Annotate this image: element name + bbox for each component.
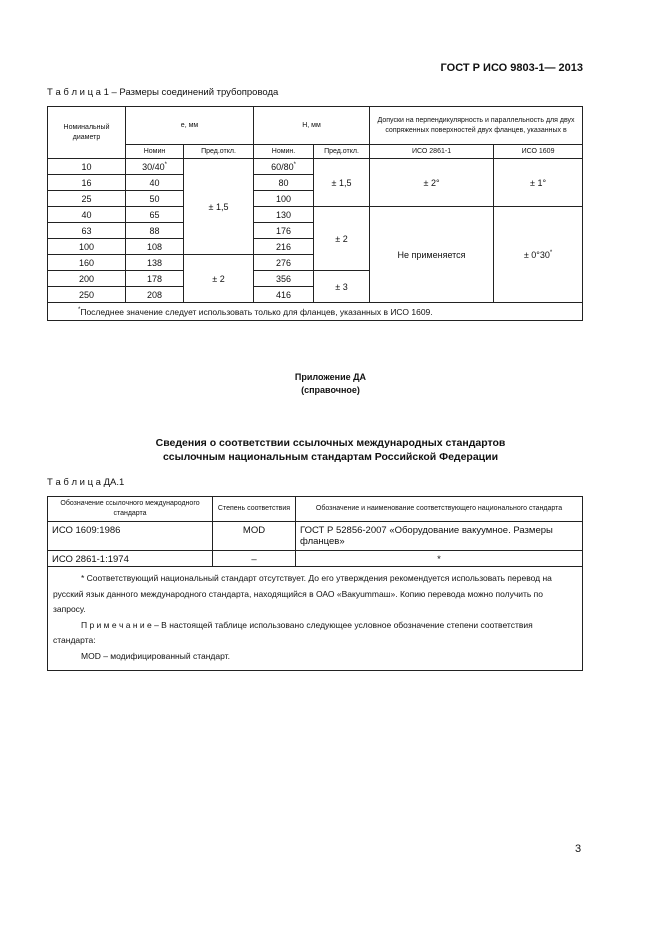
th-e-dev: Пред.откл. [184, 145, 254, 159]
th-h-dev: Пред.откл. [314, 145, 370, 159]
th-iso2861: ИСО 2861-1 [370, 145, 494, 159]
cell-d: 40 [48, 207, 126, 223]
cell-h: 60/80* [254, 159, 314, 175]
th-e-mm: e, мм [126, 107, 254, 145]
cell-conformity: – [213, 551, 296, 567]
cell-d: 250 [48, 287, 126, 303]
th-national-standard: Обозначение и наименование соответствующего национального стандарта [296, 497, 583, 522]
cell-h-dev-1: ± 1,5 [314, 159, 370, 207]
table2 [47, 496, 583, 671]
cell-h: 130 [254, 207, 314, 223]
cell-intl-standard: ИСО 1609:1986 [48, 522, 213, 551]
cell-e: 108 [126, 239, 184, 255]
table2-caption: Т а б л и ц а ДА.1 [47, 477, 125, 488]
page-number: 3 [575, 843, 582, 855]
cell-d: 63 [48, 223, 126, 239]
cell-e-dev-1: ± 1,5 [184, 159, 254, 255]
th-nominal-diameter: Номинальный диаметр [48, 107, 126, 159]
cell-e: 65 [126, 207, 184, 223]
cell-iso1609-val2: ± 0°30* [494, 207, 583, 303]
cell-h: 100 [254, 191, 314, 207]
cell-h: 276 [254, 255, 314, 271]
cell-e: 178 [126, 271, 184, 287]
cell-e: 88 [126, 223, 184, 239]
cell-d: 25 [48, 191, 126, 207]
cell-h: 176 [254, 223, 314, 239]
mod-definition: MOD – модифицированный стандарт. [81, 650, 230, 661]
th-h-mm: H, мм [254, 107, 370, 145]
table-row [48, 207, 583, 223]
cell-h: 356 [254, 271, 314, 287]
cell-d: 160 [48, 255, 126, 271]
cell-e: 208 [126, 287, 184, 303]
th-h-nom: Номин. [254, 145, 314, 159]
appendix-title: Приложение ДА [294, 372, 367, 382]
cell-h: 80 [254, 175, 314, 191]
cell-iso2861-val: ± 2° [370, 159, 494, 207]
table-row [48, 522, 583, 551]
th-conformity: Степень соответствия [213, 497, 296, 522]
footnote-text: * Соответствующий национальный стандарт отсутствует. До его утверждения рекомендуется использовать перевод на русский язык данного международного стандарта, находящийся в ОАО «Вакуummаш». Копию перевода можно получить по запросу. [53, 573, 552, 614]
cell-d: 10 [48, 159, 126, 175]
table1-footnote: *Последнее значение следует использовать только для фланцев, указанных в ИСО 1609. [48, 303, 583, 321]
cell-h: 416 [254, 287, 314, 303]
cell-intl-standard: ИСО 2861-1:1974 [48, 551, 213, 567]
cell-d: 200 [48, 271, 126, 287]
cell-e-dev-2: ± 2 [184, 255, 254, 303]
cell-e: 50 [126, 191, 184, 207]
cell-e: 40 [126, 175, 184, 191]
cell-iso2861-na: Не применяется [370, 207, 494, 303]
table-row [48, 159, 583, 175]
appendix-heading-1: Сведения о соответствии ссылочных международных стандартов [155, 437, 506, 449]
appendix-heading-2: ссылочным национальным стандартам Российской Федерации [162, 451, 499, 463]
table1 [47, 106, 583, 321]
cell-e: 30/40* [126, 159, 184, 175]
th-e-nom: Номин [126, 145, 184, 159]
cell-e: 138 [126, 255, 184, 271]
cell-iso1609-val1: ± 1° [494, 159, 583, 207]
th-tolerances: Допуски на перпендикулярность и параллельность для двух сопряженных поверхностей двух фланцев, указанных в [370, 107, 583, 145]
cell-h-dev-2: ± 2 [314, 207, 370, 271]
th-iso1609: ИСО 1609 [494, 145, 583, 159]
table-row [48, 551, 583, 567]
cell-h: 216 [254, 239, 314, 255]
cell-national-standard: * [296, 551, 583, 567]
table1-caption: Т а б л и ц а 1 – Размеры соединений трубопровода [47, 87, 279, 98]
cell-h-dev-3: ± 3 [314, 271, 370, 303]
document-header: ГОСТ Р ИСО 9803-1— 2013 [440, 62, 583, 74]
cell-d: 100 [48, 239, 126, 255]
table2-footnote [48, 567, 583, 671]
th-intl-standard: Обозначение ссылочного международного стандарта [48, 497, 213, 522]
cell-d: 16 [48, 175, 126, 191]
cell-national-standard: ГОСТ Р 52856-2007 «Оборудование вакуумное. Размеры фланцев» [296, 522, 583, 551]
note-text: П р и м е ч а н и е – В настоящей таблице использовано следующее условное обозначение степени соответствия стандарта: [53, 619, 533, 645]
cell-conformity: MOD [213, 522, 296, 551]
appendix-subtitle: (справочное) [301, 385, 360, 395]
